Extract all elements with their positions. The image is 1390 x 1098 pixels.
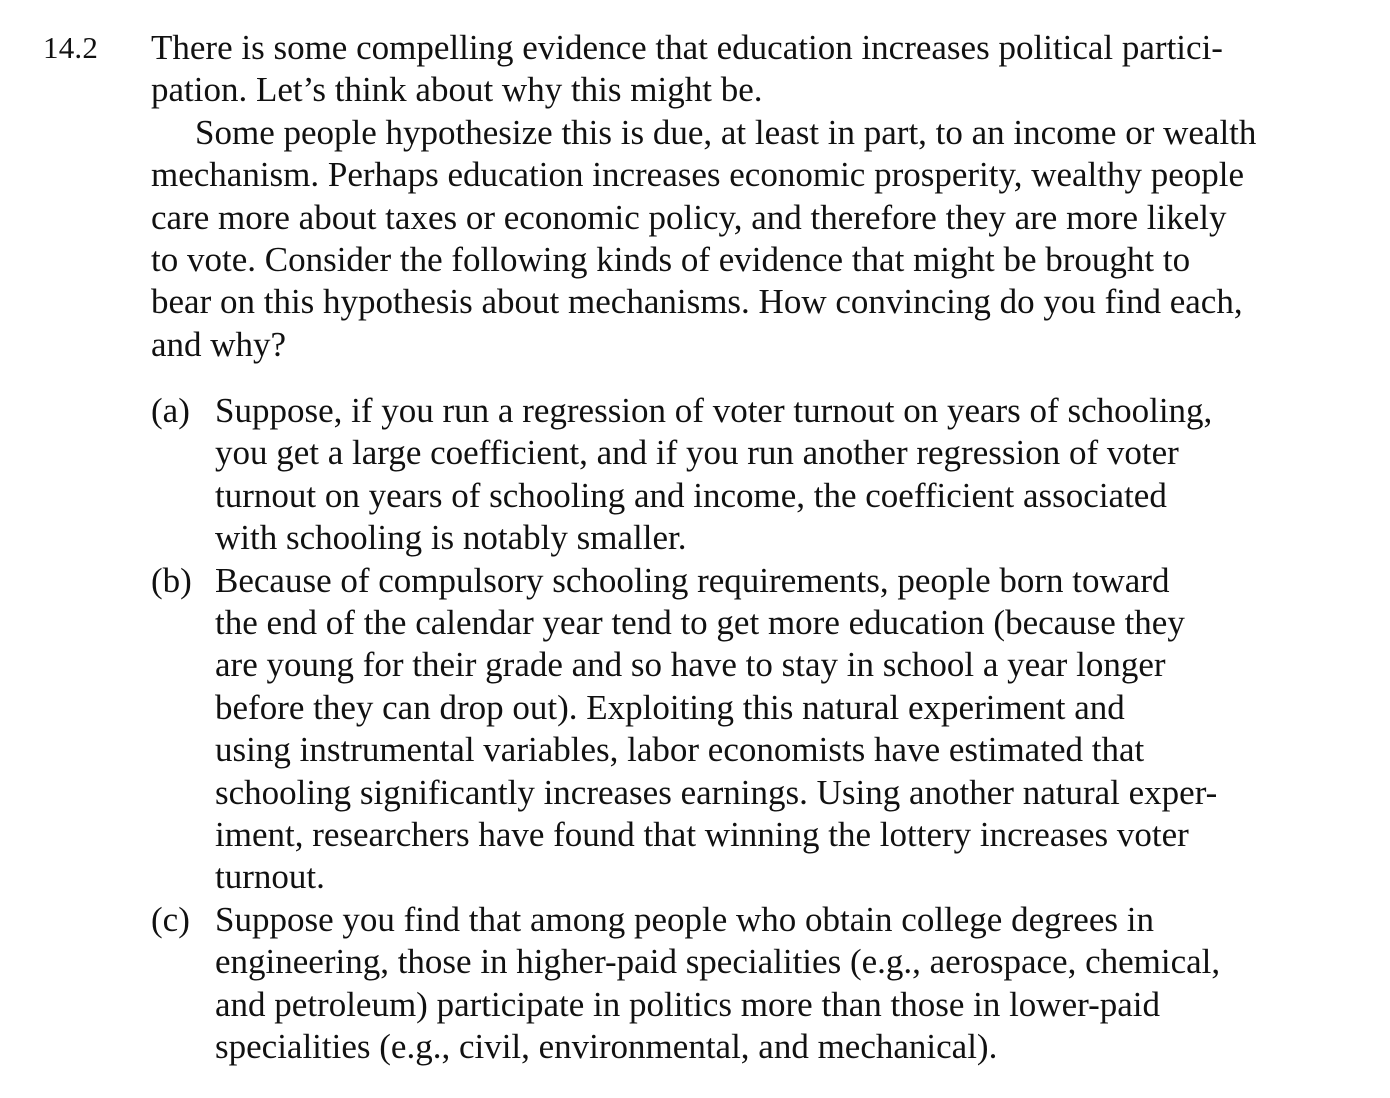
paragraph-line: to vote. Consider the following kinds of evidence that might be brought to — [151, 240, 1191, 280]
part-line: before they can drop out). Exploiting this natural experiment and — [215, 687, 1125, 727]
part-line: Because of compulsory schooling requirements, people born toward — [215, 560, 1170, 600]
part-line: iment, researchers have found that winning the lottery increases voter — [215, 815, 1189, 855]
intro-line: pation. Let’s think about why this might be. — [151, 70, 763, 110]
part-label-b: (b) — [151, 560, 192, 600]
paragraph-line: Some people hypothesize this is due, at least in part, to an income or wealth — [195, 112, 1257, 152]
part-b — [151, 560, 1316, 899]
problem-parts — [151, 390, 1316, 1069]
part-line: with schooling is notably smaller. — [215, 518, 687, 558]
part-line: schooling significantly increases earnings. Using another natural exper- — [215, 772, 1218, 812]
part-line: using instrumental variables, labor economists have estimated that — [215, 730, 1145, 770]
part-line: turnout. — [215, 857, 325, 897]
part-line: turnout on years of schooling and income, the coefficient associated — [215, 475, 1167, 515]
problem-intro — [151, 27, 1316, 366]
part-label-a: (a) — [151, 391, 190, 430]
part-line: the end of the calendar year tend to get more education (because they — [215, 603, 1185, 643]
paragraph-line: bear on this hypothesis about mechanisms. How convincing do you find each, — [151, 282, 1243, 322]
part-a — [151, 390, 1316, 560]
part-line: are young for their grade and so have to stay in school a year longer — [215, 645, 1166, 685]
intro-line: There is some compelling evidence that education increases political partici- — [151, 28, 1223, 67]
part-label-c: (c) — [151, 899, 190, 939]
part-line: and petroleum) participate in politics more than those in lower-paid — [215, 984, 1160, 1024]
part-line: you get a large coefficient, and if you run another regression of voter — [215, 433, 1179, 473]
paragraph-line: mechanism. Perhaps education increases economic prosperity, wealthy people — [151, 155, 1245, 195]
problem-number: 14.2 — [43, 30, 99, 65]
part-line: engineering, those in higher-paid specialities (e.g., aerospace, chemical, — [215, 942, 1221, 982]
paragraph-line: care more about taxes or economic policy, and therefore they are more likely — [151, 197, 1227, 237]
paragraph-line: and why? — [151, 324, 287, 364]
part-c — [151, 899, 1316, 1069]
part-line: Suppose you find that among people who obtain college degrees in — [215, 899, 1154, 939]
part-line: specialities (e.g., civil, environmental, and mechanical). — [215, 1027, 998, 1067]
part-line: Suppose, if you run a regression of voter turnout on years of schooling, — [215, 391, 1213, 430]
